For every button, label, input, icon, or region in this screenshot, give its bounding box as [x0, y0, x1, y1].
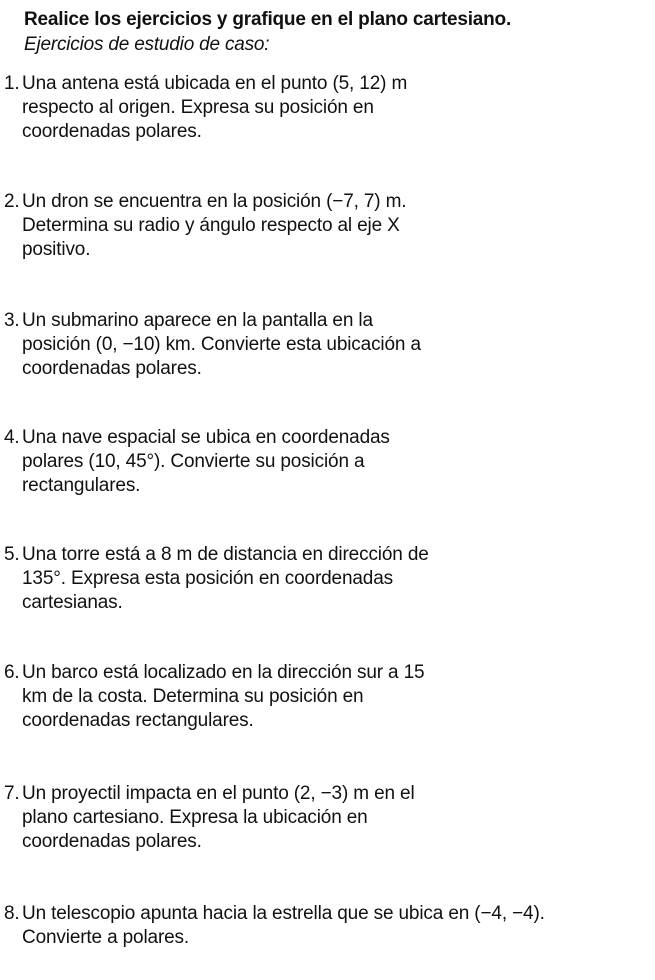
exercise-line	[4, 426, 649, 450]
exercise-number: 7.	[4, 783, 20, 804]
exercise-text: positivo.	[22, 239, 91, 260]
exercise-3	[4, 309, 649, 381]
exercise-5	[4, 543, 649, 615]
exercise-text: Un telescopio apunta hacia la estrella que se ubica en (−4, −4).	[22, 903, 545, 924]
exercise-text: posición (0, −10) km. Convierte esta ubicación a	[22, 334, 421, 355]
exercise-line	[4, 543, 649, 567]
exercise-number: 2.	[4, 191, 20, 212]
exercise-text: coordenadas rectangulares.	[22, 710, 254, 731]
exercise-number: 6.	[4, 662, 20, 683]
exercise-number: 3.	[4, 310, 20, 331]
exercise-text: coordenadas polares.	[22, 358, 202, 379]
exercise-text: rectangulares.	[22, 475, 141, 496]
exercise-text: Una antena está ubicada en el punto (5, 12) m	[22, 73, 408, 94]
exercise-text: Un dron se encuentra en la posición (−7, 7) m.	[22, 191, 407, 212]
exercise-number: 4.	[4, 427, 20, 448]
page-title: Realice los ejercicios y grafique en el plano cartesiano.	[24, 9, 512, 30]
exercise-line	[4, 902, 649, 926]
exercise-6	[4, 661, 649, 733]
exercise-7	[4, 782, 649, 854]
exercise-text: Una nave espacial se ubica en coordenadas	[22, 427, 390, 448]
exercise-text: polares (10, 45°). Convierte su posición a	[22, 451, 365, 472]
exercise-number: 1.	[4, 73, 20, 94]
exercise-line	[4, 661, 649, 685]
exercise-line	[4, 782, 649, 806]
exercise-line	[4, 190, 649, 214]
exercise-line	[4, 72, 649, 96]
exercise-text: respecto al origen. Expresa su posición en	[22, 97, 374, 118]
exercise-1	[4, 72, 649, 144]
exercise-number: 5.	[4, 544, 20, 565]
exercise-text: Convierte a polares.	[22, 927, 190, 948]
exercise-text: Un submarino aparece en la pantalla en la	[22, 310, 373, 331]
exercise-text: 135°. Expresa esta posición en coordenadas	[22, 568, 393, 589]
exercise-text: coordenadas polares.	[22, 121, 202, 142]
exercise-text: Una torre está a 8 m de distancia en dirección de	[22, 544, 429, 565]
page-subtitle: Ejercicios de estudio de caso:	[24, 34, 270, 55]
exercise-4	[4, 426, 649, 498]
exercise-line	[4, 309, 649, 333]
exercise-8	[4, 902, 649, 950]
exercise-text: Un barco está localizado en la dirección sur a 15	[22, 662, 425, 683]
exercise-text: plano cartesiano. Expresa la ubicación en	[22, 807, 368, 828]
exercise-number: 8.	[4, 903, 20, 924]
exercise-text: km de la costa. Determina su posición en	[22, 686, 364, 707]
exercise-text: Un proyectil impacta en el punto (2, −3) m en el	[22, 783, 415, 804]
exercise-text: Determina su radio y ángulo respecto al eje X	[22, 215, 400, 236]
exercise-2	[4, 190, 649, 262]
exercise-text: coordenadas polares.	[22, 831, 202, 852]
exercise-text: cartesianas.	[22, 592, 123, 613]
